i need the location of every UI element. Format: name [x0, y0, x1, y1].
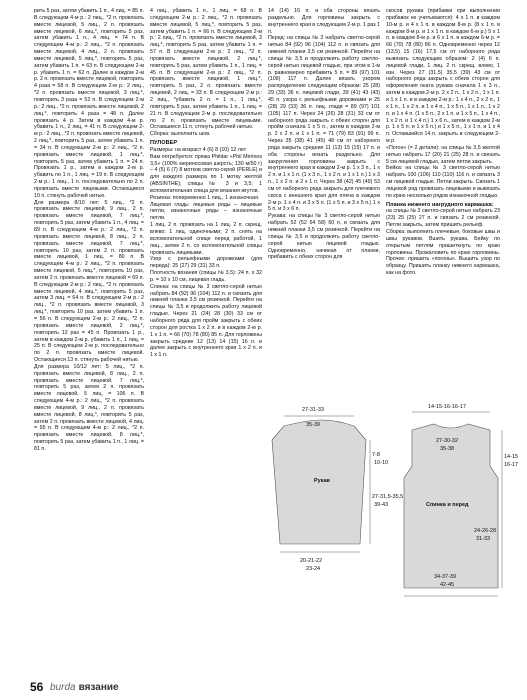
section-heading: ПУЛОВЕР: [150, 140, 178, 147]
sleeve-bottom-width-2: 23-24: [306, 566, 321, 572]
text-column-1: [34, 8, 144, 453]
text-column-3: [268, 8, 380, 261]
paragraph: рить 5 раз, затем убавить 1 п., 4 лиц. = 85 п. В следующем 4-м р.: 2 лиц., *2 п. провязать вместе лицевой, 5 лиц., 2 п. провязать вместе лицевой, 6 лиц.*, повторить 5 раз, затем убавить 1 п., 4 лиц. = 74 п. В следующем 4-м р.: 2 лиц., *2 п. провязать вместе лицевой, 4 лиц., 2 п. провязать вместе лицевой, 5 лиц.*, повторить 5 раз, затем убавить 1 п. = 63 п. В следующем 2-м р. убавить 1 п. = 62 п. Далее в каждом 2-м р. 2 п. провязать вместе лицевой, повторить 4 раза = 58 п. В следующем 2-м р.: 2 лиц., *2 п. провязать вместе лицевой, 3 лиц.*, повторить 3 раза = 52 п. В следующем 2-м р.: 2 лиц., *2 п. провязать вместе лицевой, 2 лиц.*, повторить 4 раза = 48 п. Далее провязать 4 р. Затем в каждом 4-м р. убавить 1 п., 2 лиц. = 41 п. В следующем 2-м р.: 2 лиц., *2 п. провязать вместе лицевой, 2 лиц.*, повторить 5 раз, затем убавить 1 п. = 34 п. В следующем 2-м р.: 2 лиц., *2 п. провязать вместе лицевой, 1 лиц.*, повторить 5 раз, затем убавить 1 п. = 24 п. Провязать 1 р., затем в каждом 2-м р. убавить по 1 п., 1 лиц. = 19 п. В следующем 2-м р.: 1 лиц., 1 п. последовательно по 2 п. провязать вместе лицевыми. Остающиеся 10 п. стянуть рабочей нитью.: [34, 8, 144, 199]
page-number: 56: [30, 680, 44, 694]
sleeve-bottom-width: 20-21-22: [300, 558, 323, 564]
paragraph: Для размера 10/12 лет: 5 лиц., *2 п. провязать вместе лицевой, 8 лиц., 2 п. провязать вместе лицевой, 7 лиц.*, повторить 5 раз, затем 2 п. провязать вместе лицевой, 5 лиц. = 106 п. В следующем 4-м р.: 2 лиц., *2 п. провязать вместе лицевой, 9 лиц., 2 п. провязать вместе лицевой, 8 лиц.*, повторить 5 раз, затем 2 п. провязать вместе лицевой, 4 лиц. = 95 п. В следующем 4-м р.: 2 лиц., *2 п. провязать вместе лицевой, 8 лиц.*, повторить 5 раз, затем убавить 1 п., 1 лиц. = 81 п.: [34, 363, 144, 452]
sleeve-length: 27-31,5-35,5: [372, 494, 404, 500]
paragraph: 1 лиц. 2 п. провязать на 1 лиц. 2 п. скрещ. влево: 1 лиц. одиночными; 2 п. снять на вспомогательной спице перед работой, 1 лиц., затем 2 п. со вспомогательной спицы провязать лицевыми.: [150, 222, 262, 256]
paragraph: Перед: на спицы № 3 набрать светло-серой нитью 84 (92) 96 (104) 112 п. и связать для нижней планки 3,5 см резинкой. Перейти на спицы № 3,5 и продолжить работу светло-серой нитью лицевой гладью, при этом в 1-м р. равномерно прибавить 5 п. = 89 (97) 101 (109) 117 п. Далее вязать узором распределение следующим образом: 25 (28) 29 (33) 36 п. лицевой глади, 39 (41) 43 (43) 45 п. узора с рельефными дорожками и 25 (28) 29 (33) 36 п. лиц. глади = 89 (97) 101 (105) 117 п. Через 24 (26) 28 (31) 33 см от наборного ряда закрыть с обеих сторон для пройм сначала 1 х 5 п., затем в каждом 2-м р. 2 х 2 п. и 1 х 1 п. = 71 (79) 83 (91) 99 п. Через 35 (38) 41 (45) 48 см от наборного ряда закрыть средние 11 (13) 15 (15) 17 п. и оба стороны вязать раздельно. Для закругления горловины закрыть с внутреннего края в каждом 2-м р. 1 х 3 п., 1 х 2 п. и 1 х 1 п. (1 х 3 п., 1 х 2 п. и 1 х 1 п.) 1 х 3 п., 1 х 2 п. и 2 х 1 п. Через 38 (42) 45 (49) 53 см от наборного ряда закрыть для плечевого скоса с внешнего края для плеча в каждом 2-м р. 1 х 4 п. и 3 х 5 п. (1 х 5 п. и 3 х 5 п.) 1 х 5 п. и 3 х 6 п.: [268, 35, 380, 213]
paragraph: 4 лиц., убавить 1 п., 1 лиц. = 68 п. В следующем 2-м р.: 2 лиц., *2 п. провязать вместе лицевой, 5 лиц.*, повторить 5 раз, затем убавить 1 п. = 66 п. В следующем 2-м р.: 2 лиц., *2 п. провязать вместе лицевой, 3 лиц.*, повторить 5 раз, затем убавить 1 п. = 57 п. В следующем 2-м р.: 2 лиц., *2 п. провязать вместе лицевой, 2 лиц.*, повторить 5 раз, затем убавить 1 п., 1 лиц. = 45 п. В следующем 2-м р.: 2 лиц., *2 п. провязать вместе лицевой, 1 лиц.*, повторить 5 раз, 2 п. провязать вместе лицевой, 2 лиц. = 33 п. В следующем 2-м р.: 2 лиц., *убавить 2 п. = 1 п., 1 лиц.*, повторить 5 раз, затем убавить 1 п., 1 лиц. = 21 п. В следующем 2-м р. последовательно по 2 п. провязать вместе лицевыми. Оставшиеся 11 п. стянуть рабочей нитью.: [150, 8, 262, 131]
page-footer: [0, 672, 527, 700]
back-armhole: 14-15: [504, 454, 519, 460]
sleeve-label: Рукав: [314, 478, 330, 484]
paragraph: на спицы № 3 светло-серой нитью набрать 23 (23) 25 (25) 27 п. и связать 2 см резинкой. Петли закрыть, затем пришить рельеф.: [386, 208, 500, 229]
back-shoulder-2: 35-38: [440, 446, 455, 452]
back-label: Спинка и перед: [426, 502, 469, 508]
sleeve-cap-height: 7-8: [372, 452, 380, 458]
paragraph: скосов рукава (прибавки при выполнении прибавок не учитываются): 4 х 1 п. в каждом 10-м р. и 4 х 1 п. в каждом 8-м р. (8 х 1 п. в каждом 8-м р. и 1 х 1 п. в каждом 6-м р.) 5 х 1 п. в каждом 8-м р. и 6 х 1 п. в каждом 6-м р. = 66 (70) 78 (80) 86 п. Одновременно через 12 (13,5) 15 (16) 17,5 см от наборного ряда вывязать следующим образом: 2 (4) 6 п. лицевой глади, 1 лиц. 2 п. скрещ. влево, 1 изн. Через 27 (31,5) 35,5 (39) 43 см от наборного ряда закрыть с обеих сторон для оформления оката рукава сначала 1 х 3 п., затем в каждом 2-м р. 2 х 2 п., 1 х 2 п., 1 х 1 п. и 1 х 1 п. и в каждом 2-м р.: 1 х 4 п., 2 х 2 п., 1 х 1 п., 1 х 2 п. и 1 х 4 п., 1 х 5 п., 1 х 1 п., 1 х 2 п. и 1 х 4 п. (1 х 5 п., 2 х 1 п. и 1 х 5 п., 1 х 4 п., 1 х 2 п. и 1 х 4 п.) 1 х 6 п., затем в каждом 2-м р. 1 х 5 п. и 1 х 5 п.) и 1 х 5 п., 1 х 1 п. и 1 х 4 п. Оставшийся 14 п. закрыть в следующем 2-м р.: [386, 8, 500, 145]
back-diagram: [404, 404, 518, 596]
back-bottom-width-2: 42-45: [440, 582, 455, 588]
back-height: 24-26-28: [474, 528, 497, 534]
paragraph: Вам потребуется: пряжа Phildar «Phil Mérinos 3,5» (100% мериносовая шерсть; 130 м/50 г) – 4 (5) 6 (7) 8 мотков светло-серой (PERLE) и для каждого размера по 1 мотку желтой (ABSINTHE); спицы № 3 и 3,5; 1 вспомогательная спица для вязания жгутов.: [150, 153, 262, 194]
section-heading: Планка нижнего нагрудного кармашка:: [386, 201, 494, 208]
paragraph: Спинка: на спицы № 3 светло-серой нитью набрать 84 (92) 96 (104) 112 п. и связать для нижней планки 3,5 см резинкой. Перейти на спицы № 3,5 и продолжить работу лицевой гладью. Через 21 (24) 28 (30) 33 см от наборного ряда для пройм закрыть с обеих сторон для ростка 1 х 2 п. и в каждом 2-м р. 1 х 1 п. = 66 (70) 78 (80) 85 п. Для горловины закрыть средние 12 (13) 14 (15) 16 п. и далее закрыть с внутреннего края 1 х 2 п. и 1 х 1 п.: [150, 283, 262, 359]
paragraph: Бейка: на спицы № 3 светло-серой нитью набрать 100 (106) 110 (110) 116 п. и связать 3 см лицевой гладью. Петли закрыть. Связать 1 лицевой ряд провязать лицевыми и вывязать по краю несколько рядов изнаночной гладью.: [386, 165, 500, 199]
back-shoulder: 27-30-32: [436, 438, 459, 444]
paragraph: Сборка: выполнить шов.: [150, 131, 211, 138]
pattern-diagrams: [262, 402, 519, 652]
section-name: вязание: [78, 682, 119, 693]
brand-name: burda: [50, 682, 76, 693]
paragraph: Резинка: попеременно 1 лиц., 1 изнаночная.: [150, 194, 260, 201]
sleeve-top-width-2: 35-39: [306, 422, 321, 428]
text-column-4: [386, 8, 500, 277]
sleeve-diagram: [272, 407, 403, 572]
paragraph: Узор с рельефными дорожками (для переда): 25 (27) 29 (31) 33 п.: [150, 256, 262, 270]
brand-footer: [50, 682, 119, 693]
paragraph: Плотность вязания (спицы № 3,5): 24 п. x 32 р. = 10 x 10 см, лицевая гладь.: [150, 270, 262, 283]
paragraph: Сборка: выполнить плечевые, боковые швы и швы рукавов. Вшить рукава. Бейку по открытым петлям пришиткнуть по краю горловины. Прожаловить по краю горловины. Прочее: пришить «погоны». Вышить узор по образцу. Пришить планку нижнего кармашка, как на фото.: [386, 229, 500, 277]
back-bottom-width: 34-37-39: [434, 574, 457, 580]
back-height-2: 31-33: [476, 536, 491, 542]
paragraph: Рукава: на спицы № 3 светло-серой нитью набрать 52 (52 54 58) 60 п. и связать для нижней планки 3,5 см резинкой. Перейти на спицы № 3,5 и продолжить работу светло-серой нитью лицевой гладью. Одновременно, начиная от планки, прибавить с обеих сторон для: [268, 213, 380, 261]
paragraph: Лицевая гладь: лицевые ряды – лицевые петли, изнаночные ряды – изнаночные петли.: [150, 201, 262, 222]
pattern-schematics: [262, 402, 519, 652]
sleeve-top-width: 27-31-33: [302, 407, 325, 413]
back-armhole-2: 16-17: [504, 462, 519, 468]
paragraph: «Погон» (= 2 детали): на спицы № 3,5 желтой нитью набрать 17 (20) 21 (25) 28 п. и связать 5 см лицевой гладью, затем петли закрыть.: [386, 144, 500, 165]
paragraph: Размеры: на возраст 4 (6) 8 (10) 12 лет: [150, 146, 247, 153]
sleeve-length-2: 39-43: [374, 502, 389, 508]
sleeve-cap-height-2: 10-10: [374, 460, 389, 466]
text-column-2: [150, 8, 262, 359]
back-top-width: 14-15-16-16-17: [428, 404, 466, 410]
paragraph: Для размера 8/10 лет: 5 лиц., *2 п. провязать вместе лицевой, 9 лиц., 2 п. провязать вместе лицевой, 7 лиц.*, повторить 5 раз, затем убавить 1 п., 4 лиц. = 89 п. В следующем 4-м р.: 2 лиц., *2 п. провязать вместе лицевой, 8 лиц., 2 п. провязать вместе лицевой, 7 лиц.*, повторить 10 раз, затем 2 п. провязать вместе лицевой, 1 лиц. = 80 п. В следующем 4-м р.: 2 лиц., *2 п. провязать вместе лицевой, 5 лиц.*, повторить 10 раз, затем 2 п. провязать вместе лицевой = 69 п. В следующем 2-м р.: 2 лиц., *2 п. провязать вместе лицевой, 4 лиц.*, повторить 5 раз, затем 3 лиц. = 64 п. В следующем 2-м р.: 2 лиц., *2 п. провязать вместе лицевой, 3 лиц.*, повторить 10 раз, затем убавить 1 п. = 56 п. В следующем 2-м р.: 2 лиц., *2 п. провязать вместе лицевой, 2 лиц.*, повторить 12 раз = 45 п. Провязать 1 р., затем в каждом 2-м р. убавить 1 п., 1 лиц. = 25 п. В следующем 2-м р. последовательно по 2 п. провязать вместе лицевой. Остающиеся 13 п. стянуть рабочей нитью.: [34, 199, 144, 364]
paragraph: 14 (14) 16 п. и оба стороны вязать раздельно. Для горловины закрыть с внутреннего края в следующем 2-м р. 1 раз 1 п.: [268, 8, 381, 35]
